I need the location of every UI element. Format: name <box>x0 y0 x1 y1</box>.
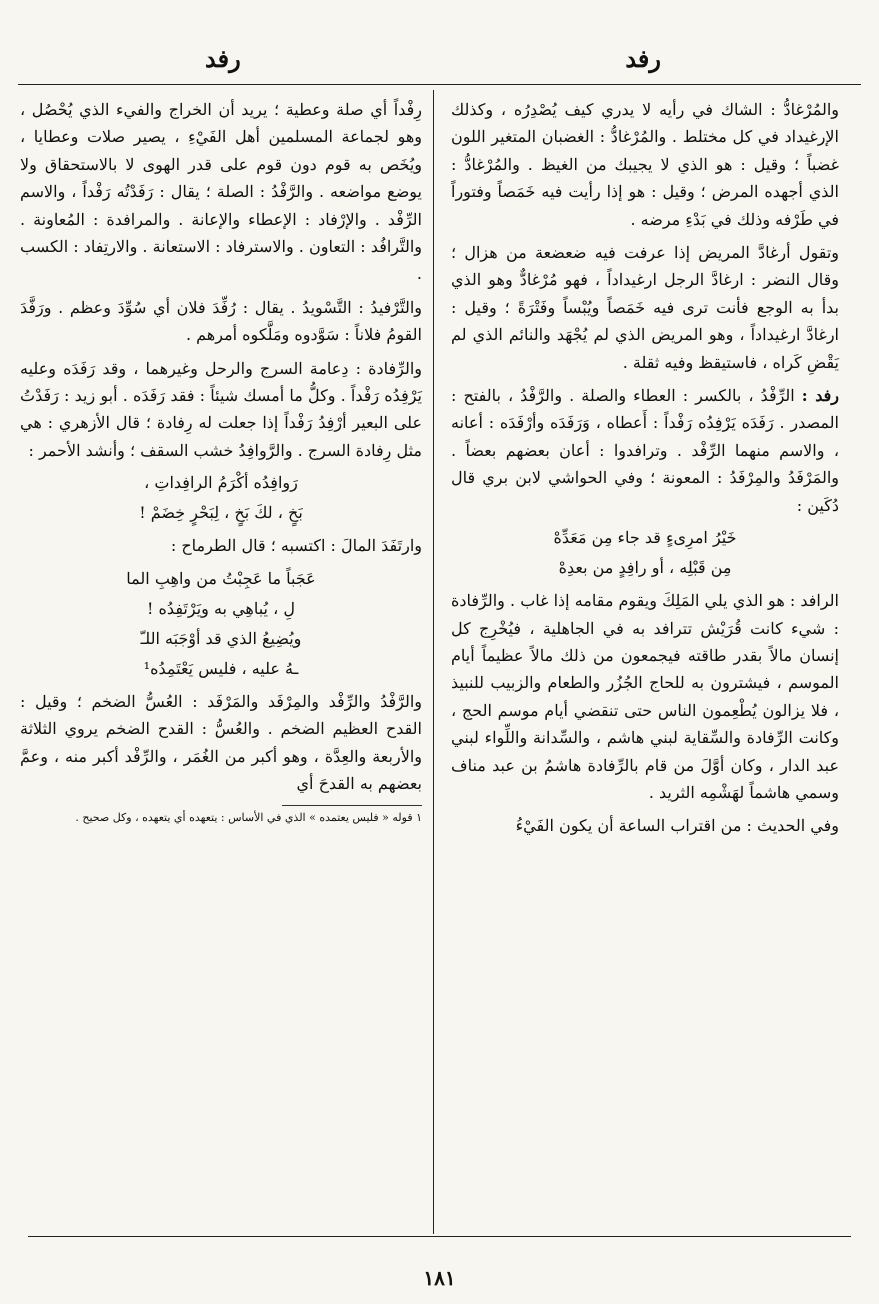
right-column <box>451 96 839 840</box>
paragraph: وفي الحديث : من اقتراب الساعة أن يكون الفَيْءُ <box>515 816 839 836</box>
verse-line: رَوافِدُه أكْرَمُ الرافِداتِ ، <box>144 473 298 493</box>
verse <box>20 468 422 528</box>
footnote-rule <box>282 805 422 806</box>
verse <box>20 564 422 684</box>
footnote: ١ قوله « فليس يعتمده » الذي في الأساس : يتعهده أي يتعهده ، وكل صحيح . <box>75 811 422 825</box>
entry-text: الرِّفْدُ ، بالكسر : العطاء والصلة . والرَّفْدُ ، بالفتح : المصدر . رَفَدَه يَرْفِدُه رَفْداً : أَعطاه ، وَرَفَدَه وأرْفَدَه : أعانه ، والاسم منهما الرِّفْد . وترافدوا : أعان بعضهم بعضاً . والمَرْفَدُ والمِرْفَدُ : المعونة ؛ وفي الحواشي لابن بري قال دُكَين : <box>451 386 839 515</box>
verse-line: ـهُ عليه ، فليس يَعْتَمِدُه¹ <box>143 658 299 678</box>
paragraph: والرَّفْدُ والرِّفْد والمِرْفَد والمَرْفَد : العُسُّ الضخم ؛ وقيل : القدح العظيم الضخم . والعُسُّ : القدح الضخم يروي الثلاثة والأربعة والعِدَّة ، وهو أكبر من الغُمَر ، والرِّفْد أكبر منه ، وعمَّ بعضهم به القدحَ أي <box>20 691 422 793</box>
paragraph: وتقول أرغادَّ المريض إذا عرفت فيه ضعضعة من هزال ؛ وقال النضر : ارغادَّ الرجل ارغيداداً ، فهو مُرْغادٌّ وهو الذي بدأ به الوجع فأنت ترى فيه خَمَصاً ويُبْساً وفَتْرَةً ؛ وقيل : ارغادَّ ارغيداداً ، وهو المريض الذي لم يُجْهَد والنائم الذي لم يَقْضِ كَراه ، فاستيقظ وفيه ثقلة . <box>451 243 839 372</box>
header-rule <box>18 84 861 85</box>
entry-paragraph <box>451 382 839 519</box>
verse-line: مِن قَبْلِه ، أو رافِدٍ من بعدِهْ <box>558 558 732 578</box>
running-header-right: رفد <box>625 44 661 73</box>
verse-line: لِ ، يُباهِي به ويَرْتَفِدُه ! <box>147 598 295 618</box>
verse <box>451 523 839 583</box>
verse-line: عَجَباً ما عَجِبْتُ من واهِبِ الما <box>126 568 316 588</box>
verse-line: خَيْرُ امرِىءٍ قد جاء مِن مَعَدِّهْ <box>553 528 737 548</box>
paragraph: والرِّفادة : دِعامة السرج والرحل وغيرهما ، وقد رَفَدَه وعليه يَرْفِدُه رَفْداً . وكلُّ ما أمسك شيئاً : فقد رَفَدَه . أبو زيد : رَفَدْتُ على البعير أرْفِدُ رَفْداً إذا جعلت له رِفادة ؛ قال الأزهري : هي مثل رِفادة السرج . والرَّوافِدُ خشب السقف ؛ وأنشد الأحمر : <box>20 358 422 460</box>
verse-line: بَخٍ ، لكَ بَخٍ ، لِبَحْرٍ خِضَمْ ! <box>139 503 303 523</box>
footer-rule <box>28 1236 851 1237</box>
paragraph: والمُرْغادُّ : الشاك في رأيه لا يدري كيف يُصْدِرُه ، وكذلك الإرغيداد في كل مختلط . والمُرْغادُّ : الغضبان المتغير اللون غضباً ؛ وقيل : هو الذي لا يجيبك من الغيظ . والمُرْغادُّ : الذي أجهده المرض ؛ وقيل : هو إذا رأيت فيه خَمَصاً وفتوراً في طَرْفه وذلك في بَدْءِ مرضه . <box>451 100 839 229</box>
left-column <box>20 96 422 826</box>
paragraph: وارتَفَدَ المالَ : اكتسبه ؛ قال الطرماح : <box>170 536 422 556</box>
column-divider <box>433 90 434 1234</box>
paragraph: الرافد : هو الذي يلي المَلِكَ ويقوم مقامه إذا غاب . والرِّفادة : شيء كانت قُرَيْش تترافد به في الجاهلية ، فيُخْرِج كل إنسان مالاً بقدر طاقته فيجمعون من ذلك مالاً عظيماً أيام الموسم ، فيشترون به للحاج الجُزُر والطعام والزبيب للنبيذ ، فلا يزالون يُطْعِمون الناس حتى تنقضي أيام موسم الحج ، وكانت الرِّفادة والسِّقاية لبني هاشم ، والسِّدانة واللِّواء لبني عبد الدار ، وكان أوَّلَ من قام بالرِّفادة هاشمُ بن عبد مناف وسمي هاشماً لهَشْمِه الثريد . <box>451 591 839 802</box>
paragraph: والتَّرْفيدُ : التَّسْويدُ . يقال : رُفِّدَ فلان أي سُوِّدَ وعظم . ورَفَّدَ القومُ فلاناً : سَوَّدوه ومَلَّكوه أمرهم . <box>20 297 422 345</box>
verse-line: ويُضِيعُ الذي قد أوْجَبَه اللـّ <box>140 628 302 648</box>
paragraph: رِفْداً أي صلة وعطية ؛ يريد أن الخراج والفيء الذي يُحْصُل ، وهو لجماعة المسلمين أهل الفَيْءِ ، يصير صلات وعطايا ، ويُخَص به قوم دون قوم على قدر الهوى لا بالاستحقاق ولا يوضع مواضعه . والرَّفْدُ : الصلة ؛ يقال : رَفَدْتُه رَفْداً ، والاسم الرِّفْد . والإرْفاد : الإعطاء والإعانة . والمرافدة : المُعاونة . والتَّرافُد : التعاون . والاسترفاد : الاستعانة . والارتِفاد : الكسب . <box>20 100 422 284</box>
entry-headword: رفد : <box>801 386 839 406</box>
page-number: ١٨١ <box>423 1266 456 1290</box>
running-header-left: رفد <box>205 44 241 73</box>
